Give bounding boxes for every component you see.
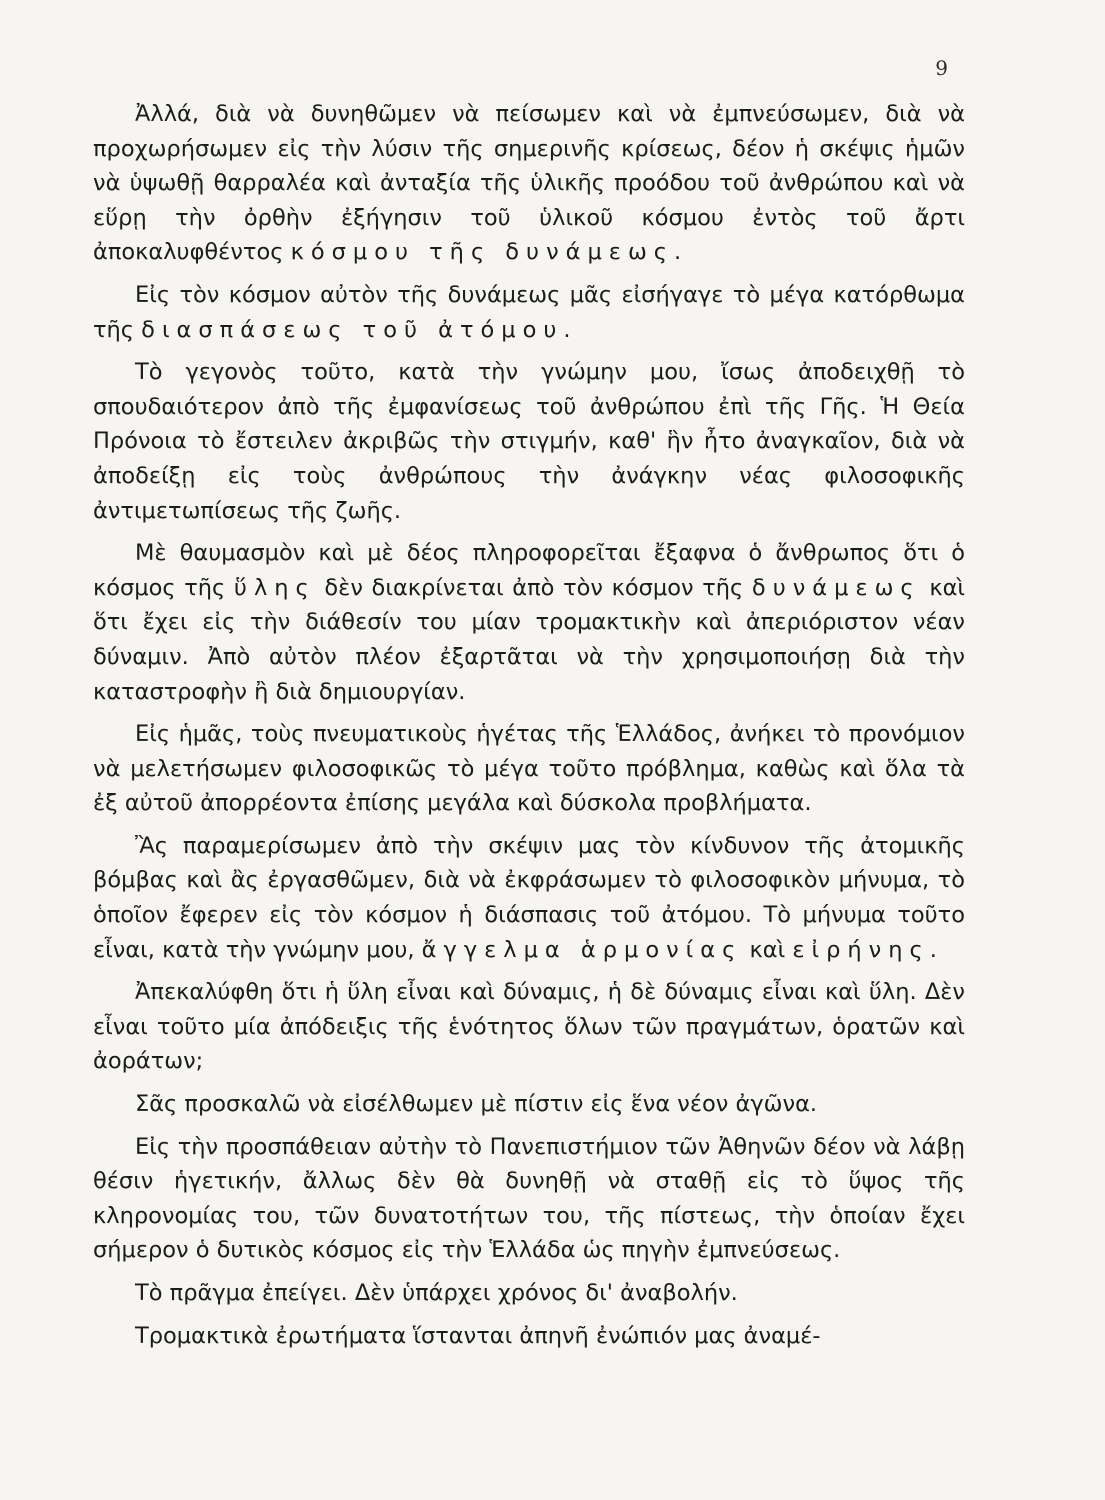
paragraph-5: Εἰς ἡμᾶς, τοὺς πνευματικοὺς ἡγέτας τῆς Ἑλλάδος, ἀνήκει τὸ προνόμιον νὰ μελετήσωμεν φιλοσοφικῶς τὸ μέγα τοῦτο πρόβλημα, καθὼς καὶ ὅλα τὰ ἐξ αὐτοῦ ἀπορρέοντα ἐπίσης μεγάλα καὶ δύσκολα προβλήματα. <box>93 721 965 817</box>
paragraph-2: Εἰς τὸν κόσμον αὐτὸν τῆς δυνάμεως μᾶς εἰσήγαγε τὸ μέγα κατόρθωμα τῆς διασπάσεως τοῦ ἀτόμου. <box>93 281 965 343</box>
paragraph-10: Τὸ πρᾶγμα ἐπείγει. Δὲν ὑπάρχει χρόνος δι' ἀναβολήν. <box>135 1280 738 1306</box>
paragraph-1: Ἀλλά, διὰ νὰ δυνηθῶμεν νὰ πείσωμεν καὶ νὰ ἐμπνεύσωμεν, διὰ νὰ προχωρήσωμεν εἰς τὴν λύσιν τῆς σημερινῆς κρίσεως, δέον ἡ σκέψις ἡμῶν νὰ ὑψωθῇ θαρραλέα καὶ ἀνταξία τῆς ὑλικῆς προόδου τοῦ ἀνθρώπου καὶ νὰ εὕρῃ τὴν ὀρθὴν ἐξήγησιν τοῦ ὑλικοῦ κόσμου ἐντὸς τοῦ ἄρτι ἀποκαλυφθέντος κόσμου τῆς δυνάμεως. <box>93 101 965 266</box>
paragraph-3: Τὸ γεγονὸς τοῦτο, κατὰ τὴν γνώμην μου, ἴσως ἀποδειχθῇ τὸ σπουδαιότερον ἀπὸ τῆς ἐμφανίσεως τοῦ ἀνθρώπου ἐπὶ τῆς Γῆς. Ἡ Θεία Πρόνοια τὸ ἔστειλεν ἀκριβῶς τὴν στιγμήν, καθ' ἣν ἦτο ἀναγκαῖον, διὰ νὰ ἀποδείξῃ εἰς τοὺς ἀνθρώπους τὴν ἀνάγκην νέας φιλοσοφικῆς ἀντιμετωπίσεως τῆς ζωῆς. <box>93 359 965 524</box>
spaced-emphasis: δυνάμεως <box>751 574 921 601</box>
spaced-emphasis: εἰρήνης <box>792 936 930 963</box>
spaced-emphasis: κόσμου τῆς δυνάμεως <box>290 239 675 266</box>
paragraph-11: Τρομακτικὰ ἐρωτήματα ἵστανται ἀπηνῆ ἐνώπιόν μας ἀναμέ- <box>135 1322 821 1349</box>
paragraph-9: Εἰς τὴν προσπάθειαν αὐτὴν τὸ Πανεπιστήμιον τῶν Ἀθηνῶν δέον νὰ λάβῃ θέσιν ἡγετικήν, ἄλλως δὲν θὰ δυνηθῇ νὰ σταθῇ εἰς τὸ ὕψος τῆς κληρονομίας του, τῶν δυνατοτήτων του, τῆς πίστεως, τὴν ὁποίαν ἔχει σήμερον ὁ δυτικὸς κόσμος εἰς τὴν Ἑλλάδα ὡς πηγὴν ἐμπνεύσεως. <box>93 1133 965 1264</box>
paragraph-4: Μὲ θαυμασμὸν καὶ μὲ δέος πληροφορεῖται ἔξαφνα ὁ ἄνθρωπος ὅτι ὁ κόσμος τῆς ὕλης δὲν διακρίνεται ἀπὸ τὸν κόσμον τῆς δυνάμεως καὶ ὅτι ἔχει εἰς τὴν διάθεσίν του μίαν τρομακτικὴν καὶ ἀπεριόριστον νέαν δύναμιν. Ἀπὸ αὐτὸν πλέον ἐξαρτᾶται νὰ τὴν χρησιμοποιήσῃ διὰ τὴν καταστροφὴν ἢ διὰ δημιουργίαν. <box>93 540 966 705</box>
body-text <box>93 97 965 1361</box>
paragraph-7: Ἀπεκαλύφθη ὅτι ἡ ὕλη εἶναι καὶ δύναμις, ἡ δὲ δύναμις εἶναι καὶ ὕλη. Δὲν εἶναι τοῦτο μία ἀπόδειξις τῆς ἑνότητος ὅλων τῶν πραγμάτων, ὁρατῶν καὶ ἀοράτων; <box>93 979 965 1075</box>
paragraph-6: Ἂς παραμερίσωμεν ἀπὸ τὴν σκέψιν μας τὸν κίνδυνον τῆς ἀτομικῆς βόμβας καὶ ἂς ἐργασθῶμεν, διὰ νὰ ἐκφράσωμεν τὸ φιλοσοφικὸν μήνυμα, τὸ ὁποῖον ἔφερεν εἰς τὸν κόσμον ἡ διάσπασις τοῦ ἀτόμου. Τὸ μήνυμα τοῦτο εἶναι, κατὰ τὴν γνώμην μου, ἄγγελμα ἁρμονίας καὶ εἰρήνης. <box>93 832 965 963</box>
page-number: 9 <box>935 56 948 80</box>
spaced-emphasis: διασπάσεως τοῦ ἀτόμου <box>141 316 564 343</box>
paragraph-8: Σᾶς προσκαλῶ νὰ εἰσέλθωμεν μὲ πίστιν εἰς ἕνα νέον ἀγῶνα. <box>135 1091 818 1118</box>
spaced-emphasis: ὕλης <box>233 574 316 601</box>
spaced-emphasis: ἄγγελμα ἁρμονίας <box>421 936 743 963</box>
